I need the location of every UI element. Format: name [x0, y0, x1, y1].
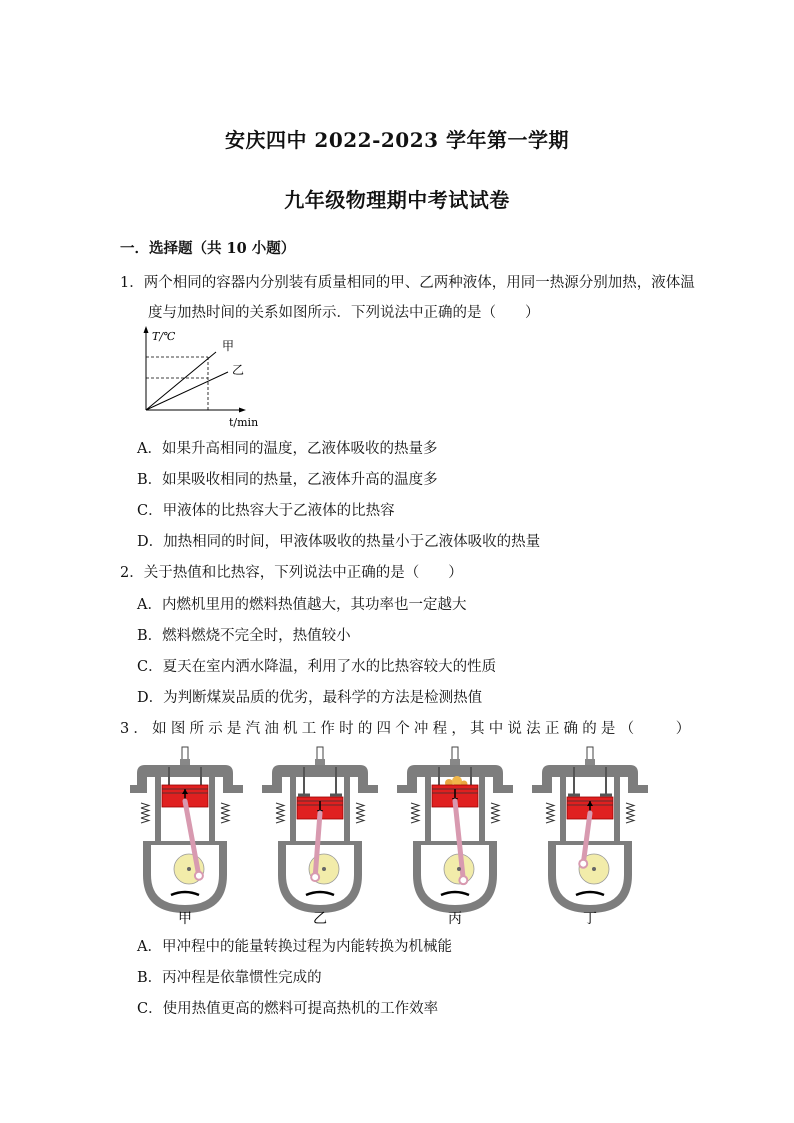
engine-diagram — [532, 747, 648, 925]
q3-option-a: A．甲冲程中的能量转换过程为内能转换为机械能 — [137, 939, 452, 955]
engine-label: 乙 — [313, 911, 327, 925]
exam-title-line2: 九年级物理期中考试试卷 — [284, 188, 510, 212]
engine-label: 丙 — [448, 911, 462, 925]
graph-series-yi-label: 乙 — [232, 363, 245, 377]
q3-option-c: C．使用热值更高的燃料可提高热机的工作效率 — [137, 1001, 439, 1017]
q1-temperature-time-graph — [128, 322, 268, 430]
q1-stem-line2: 度与加热时间的关系如图所示．下列说法中正确的是（ ） — [148, 305, 540, 321]
graph-x-label: t/min — [229, 416, 259, 429]
q1-stem-line1: 1．两个相同的容器内分别装有质量相同的甲、乙两种液体，用同一热源分别加热，液体温 — [120, 275, 695, 291]
q2-stem: 2．关于热值和比热容，下列说法中正确的是（ ） — [120, 565, 463, 581]
engine-diagram — [262, 747, 378, 925]
q3-engine-strokes-figure — [130, 745, 670, 925]
q3-stem: 3．如图所示是汽油机工作时的四个冲程，其中说法正确的是（ ） — [120, 721, 695, 737]
engine-label: 丁 — [583, 911, 597, 925]
q1-option-a: A．如果升高相同的温度，乙液体吸收的热量多 — [137, 441, 438, 457]
section-heading: 一．选择题（共 10 小题） — [120, 240, 296, 257]
q1-option-c: C．甲液体的比热容大于乙液体的比热容 — [137, 503, 395, 519]
engine-label: 甲 — [178, 911, 192, 925]
q1-option-d: D．加热相同的时间，甲液体吸收的热量小于乙液体吸收的热量 — [137, 534, 541, 550]
q1-option-b: B．如果吸收相同的热量，乙液体升高的温度多 — [137, 472, 438, 488]
q2-option-d: D．为判断煤炭品质的优劣，最科学的方法是检测热值 — [137, 690, 483, 706]
q3-option-b: B．丙冲程是依靠惯性完成的 — [137, 970, 322, 986]
graph-series-jia-label: 甲 — [222, 339, 235, 353]
exam-title-line1: 安庆四中 2022-2023 学年第一学期 — [224, 128, 570, 152]
q2-option-c: C．夏天在室内洒水降温，利用了水的比热容较大的性质 — [137, 659, 497, 675]
engine-diagram — [397, 747, 513, 925]
engine-diagram — [130, 747, 243, 925]
q2-option-a: A．内燃机里用的燃料热值越大，其功率也一定越大 — [137, 597, 467, 613]
q2-option-b: B．燃料燃烧不完全时，热值较小 — [137, 628, 351, 644]
graph-y-label: T/℃ — [152, 330, 176, 343]
